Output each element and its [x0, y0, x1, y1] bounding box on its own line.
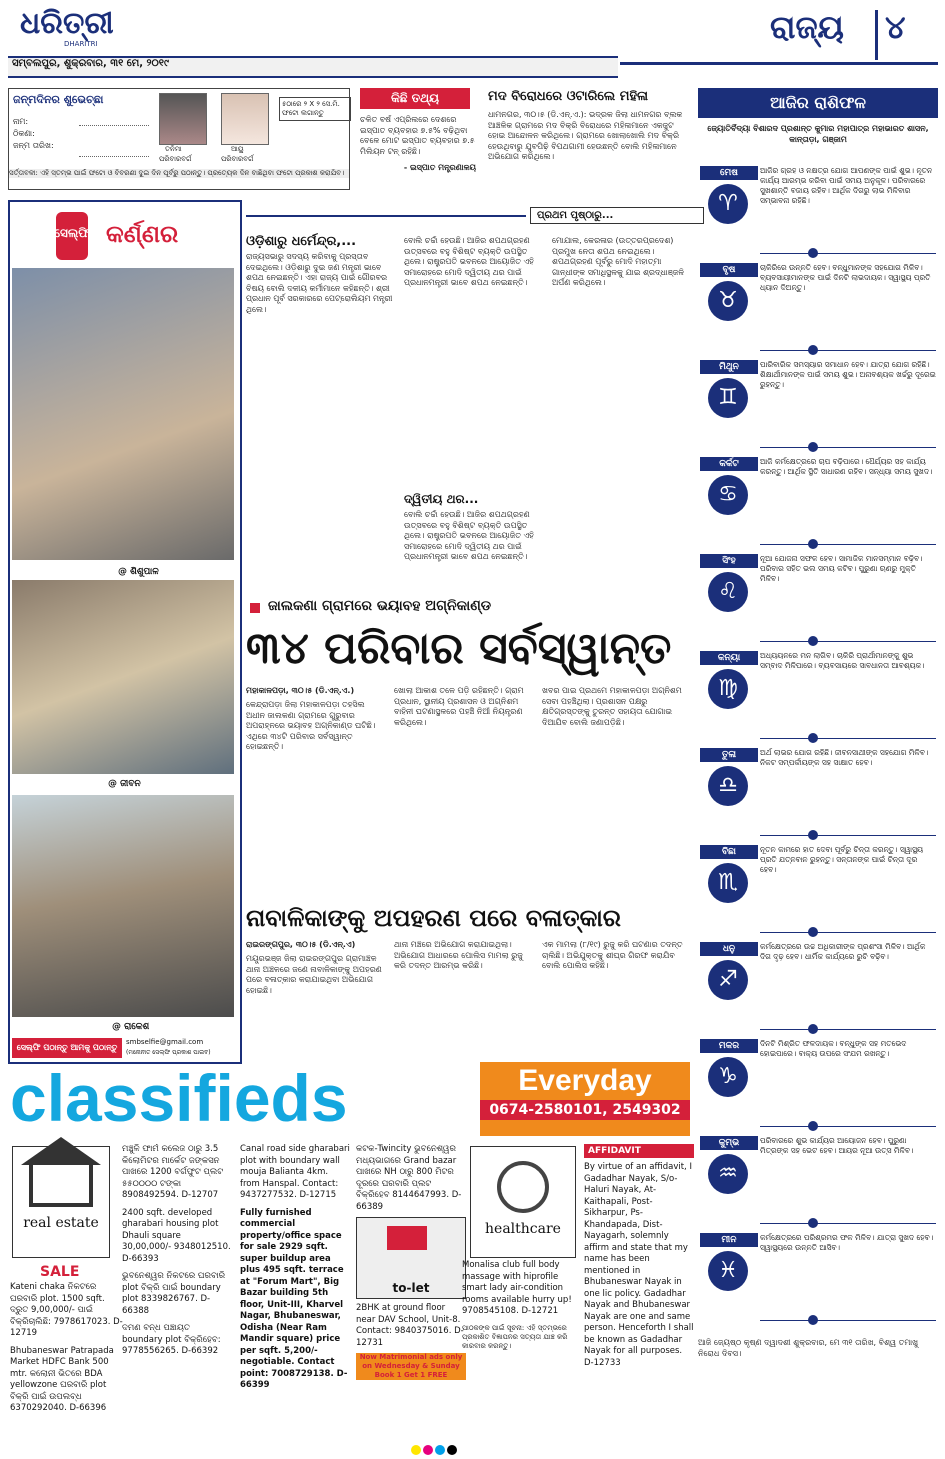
real-estate-label: real estate: [23, 1215, 99, 1231]
rashiphal-title: ଆଜିର ରାଶିଫଳ: [698, 88, 938, 118]
rashi-text: ପାରିବାରିକ ସମସ୍ୟାର ସମାଧାନ ହେବ। ଯାତ୍ରା ଯୋଗ ରହିଛି। ଶିକ୍ଷାର୍ଥୀମାନଙ୍କ ପାଇଁ ସମୟ ଶୁଭ। ଅନାବଶ୍ୟକ ଖର୍ଚ୍ଚରୁ ଦୂରେଇ ରୁହନ୍ତୁ।: [760, 360, 936, 389]
rashi-item: [698, 554, 938, 647]
rashi-name: ମୀନ: [700, 1233, 758, 1247]
section-title: ରାଜ୍ୟ: [770, 8, 844, 46]
rashiphal-subtitle: ଜ୍ୟୋତିର୍ବିଦ୍ୟା ବିଶାରଦ ପ୍ରଶାନ୍ତ କୁମାର ମହାପାତ୍ର ମହାଭାରତ ଶାସନ, କାନ୍ତାଡ଼ା, ଗଞ୍ଜାମ: [707, 124, 929, 144]
selfie-email[interactable]: smbselfie@gmail.com: [126, 1038, 204, 1046]
zodiac-icon: ♐: [708, 960, 748, 1000]
rashi-text: ପରିବାରରେ ଶୁଭ କାର୍ଯ୍ୟର ଆୟୋଜନ ହେବ। ପୁରୁଣା ମିତ୍ରଙ୍କ ସହ ଭେଟ ହେବ। ଆୟର ନୂଆ ଉତ୍ସ ମିଳିବ।: [760, 1136, 914, 1155]
rashi-text: ଚାକିରିରେ ଉନ୍ନତି ହେବ। ବନ୍ଧୁମାନଙ୍କ ସହଯୋଗ ମିଳିବ। ବ୍ୟବସାୟୀମାନଙ୍କ ପାଇଁ ଦିନଟି ଲାଭଦାୟକ। ସ୍ୱାସ୍ଥ୍ୟ ପ୍ରତି ଧ୍ୟାନ ଦିଅନ୍ତୁ।: [760, 263, 931, 292]
selfie-caption-1: @ ଶିଶୁପାଳ: [118, 567, 159, 577]
selfie-caption-3: @ ରାକେଶ: [112, 1022, 150, 1032]
rashi-item: [698, 1136, 938, 1229]
rashi-divider: [760, 253, 936, 254]
rashi-divider-dot: [808, 1121, 818, 1131]
page-number: ୪: [885, 8, 906, 46]
rashi-divider-dot: [808, 442, 818, 452]
classified-phones: 0674-2580101, 2549302: [480, 1100, 690, 1120]
rashi-divider: [760, 932, 936, 933]
rashi-divider: [760, 544, 936, 545]
selfie-banner: [16, 208, 230, 264]
birthday-footer: ସର୍ତ୍ତାବଳୀ: ଏହି ସ୍ତମ୍ଭ ପାଇଁ ଫଟୋ ଓ ବିବରଣୀ ଦୁଇ ଦିନ ପୂର୍ବରୁ ପଠାନ୍ତୁ। ପ୍ରତ୍ୟେକ ଦିନ ବାଛିଥିବା ଫଟୋ ପ୍ରକାଶ କରାଯିବ।: [9, 169, 349, 178]
photo2-name: ଆୟୁ: [231, 145, 244, 153]
fact-text: ଚଳିତ ବର୍ଷ ଏପ୍ରିଲରେ ଦେଶରେ ଇସ୍ପାତ ବ୍ୟବହାର ୭.୫% ବଢ଼ିଥିବା ବେଳେ ମୋଟ ଇସ୍ପାତ ବ୍ୟବହାର ୭.୫ ମିଲିୟନ ଟନ୍ ରହିଛି।: [360, 115, 475, 156]
rashi-text: ଅର୍ଥ ଲାଭର ଯୋଗ ରହିଛି। ଜୀବନସାଥୀଙ୍କ ସହଯୋଗ ମିଳିବ। ନିକଟ ସମ୍ପର୍କୀୟଙ୍କ ସହ ସାକ୍ଷାତ ହେବ।: [760, 748, 929, 767]
rashi-text: ଦିନଟି ମିଶ୍ରିତ ଫଳଦାୟକ। ବନ୍ଧୁଙ୍କ ସହ ମତଭେଦ ହୋଇପାରେ। ବାକ୍ୟ ଉପରେ ସଂଯମ ରଖନ୍ତୁ।: [760, 1039, 907, 1058]
ad: Canal road side gharabari plot with boundary wall mouja Balianta 4km. from Hanspal. Contact: 9437277532. D-12715: [240, 1144, 350, 1200]
zodiac-icon: ♈: [708, 184, 748, 224]
photo1-name: ତନିମା: [165, 145, 182, 153]
zodiac-icon: ♓: [708, 1251, 748, 1291]
ad: କଟକ-Twincity ଭୁବନେଶ୍ୱର ମଧ୍ୟଭାଗରେ Grand bazar ପାଖରେ NH ଠାରୁ 800 ମିଟର ଦୂରରେ ଘରବାରି ପ୍ଲଟ ବିକ୍ରିହେବ 8144647993. D-66389: [356, 1144, 462, 1212]
rashi-name: କନ୍ୟା: [700, 651, 758, 665]
rashi-name: ବୃଷ: [700, 263, 758, 277]
rashi-text: କର୍ମକ୍ଷେତ୍ରରେ ଉଚ୍ଚ ଅଧିକାରୀଙ୍କ ପ୍ରଶଂସା ମିଳିବ। ଆର୍ଥିକ ଦିଗ ଦୃଢ଼ ହେବ। ଧାର୍ମିକ କାର୍ଯ୍ୟରେ ରୁଚି ବଢ଼ିବ।: [760, 942, 926, 961]
zodiac-icon: ♋: [708, 475, 748, 515]
house-icon: [29, 1163, 93, 1207]
rashi-name: ମେଷ: [700, 166, 758, 180]
print-registration-marks: [410, 1440, 458, 1459]
rashi-name: ଧନୁ: [700, 942, 758, 956]
matrimonial-note: Now Matrimonial ads only on Wednesday & Sunday Book 1 Get 1 FREE: [356, 1353, 466, 1380]
photo-size-note: ୫ଠାରେ ୨ X ୨ ସେ.ମି. ଫଟୋ ଲଗାନ୍ତୁ: [279, 97, 351, 121]
rashi-divider: [760, 1126, 936, 1127]
ads-col-5: [462, 1260, 580, 1450]
rashi-divider: [760, 1223, 936, 1224]
ad: Bhubaneswar Patrapada Market HDFC Bank 500 mtr. କଲୋନୀ ଭିତରେ BDA yellowzone ଘରବାରି plot ବିକ୍ରି ପାଇଁ ଉପଲବ୍ଧ 6370292040. D-66396: [10, 1345, 114, 1413]
dateline: ସମ୍ବଲପୁର, ଶୁକ୍ରବାର, ୩୧ ମେ, ୨୦୧୯: [12, 58, 169, 69]
ad: ପାଠକଙ୍କ ପାଇଁ ସୂଚନା: ଏହି ସ୍ତମ୍ଭରେ ପ୍ରକାଶିତ ବିଜ୍ଞାପନର ସତ୍ୟତା ଯାଞ୍ଚ କରି କାରବାର କରନ୍ତୁ।: [462, 1323, 568, 1350]
sale-label: SALE: [40, 1264, 80, 1280]
fire-col-3: ଖବର ପାଇ ପ୍ରଥମେ ମହାକାଳପଡ଼ା ଅଗ୍ନିଶମ ସେବା ପହଞ୍ଚିଥିଲା। ପ୍ରଶାସନ ପକ୍ଷରୁ କ୍ଷତିଗ୍ରସ୍ତଙ୍କୁ ତୁରନ୍ତ ସହାୟତା ଯୋଗାଇ ଦିଆଯିବ ବୋଲି ଜଣାପଡ଼ିଛି।: [542, 686, 682, 727]
birthday-photo-1: [159, 93, 207, 145]
birthday-field-dob: ଜନ୍ମ ତାରିଖ:: [13, 141, 54, 150]
ad: 2400 sqft. developed gharabari housing plot Dhauli square 30,00,000/- 9348012510. D-66393: [122, 1207, 231, 1264]
minor-col-2: ଥାନା ମଞ୍ଚରେ ଅଭିଯୋଗ କରାଯାଇଥିଲା। ଅଭିଯୋଗ ଆଧାରରେ ପୋଲିସ ମାମଲା ରୁଜୁ କରି ତଦନ୍ତ ଆରମ୍ଭ କରିଛି।: [394, 940, 523, 970]
everyday-label: Everyday: [518, 1064, 652, 1097]
rashi-text: ଅଧ୍ୟୟନରେ ମନ ଲାଗିବ। ଚାକିରି ପ୍ରାର୍ଥୀମାନଙ୍କୁ ଶୁଭ ସମ୍ବାଦ ମିଳିପାରେ। ବ୍ୟବସାୟରେ ସାବଧାନତା ଆବଶ୍ୟକ।: [760, 651, 925, 670]
rashi-name: କୁମ୍ଭ: [700, 1136, 758, 1150]
rashi-divider: [760, 1029, 936, 1030]
to-let-label: to-let: [392, 1280, 430, 1295]
zodiac-icon: ♏: [708, 863, 748, 903]
newspaper-logo: ଧରିତ୍ରୀ: [20, 6, 114, 41]
fact-source: - ଇସ୍ପାତ ମନ୍ତ୍ରଣାଳୟ: [403, 163, 476, 172]
affidavit-title: AFFIDAVIT: [584, 1144, 694, 1158]
fire-kicker: ଜାଲକଣା ଗ୍ରାମରେ ଭୟାବହ ଅଗ୍ନିକାଣ୍ଡ: [268, 598, 492, 614]
ad: ମଞ୍ଚୁଳି ଫାର୍ମ କଲେଜ ଠାରୁ 3.5 କିଲୋମିଟର ମାର୍କେଟ ଜଙ୍କସନ ପାଖରେ 1200 ବର୍ଗଫୁଟ ପ୍ଲଟ ୫୫୦୦୦୦ ଟଙ୍କା 8908492594. D-12707: [122, 1144, 224, 1200]
rashi-divider-dot: [808, 1315, 818, 1325]
rashi-item: [698, 263, 938, 356]
zodiac-icon: ♎: [708, 766, 748, 806]
zodiac-icon: ♉: [708, 281, 748, 321]
rashi-divider: [760, 835, 936, 836]
classifieds-banner: [10, 1058, 480, 1138]
ad: ଭୁବନେଶ୍ୱର ନିକଟରେ ଘରବାରି plot ବିକ୍ରି ପାଇଁ boundary plot 8339826767. D-66388: [122, 1271, 226, 1316]
liquor-headline: ମଦ ବିରୋଧରେ ଓଟାରିଲେ ମହିଳା: [488, 89, 649, 104]
logo-subtitle: DHARITRI: [64, 40, 98, 48]
rashi-name: ସିଂହ: [700, 554, 758, 568]
masthead-rule: [620, 62, 938, 65]
ad: Kateni chaka ନିକଟରେ ଘରବାରି plot. 1500 sqft. ଦ୍ରୁତ 9,00,000/- ପାଇଁ ବିକ୍ରିଚାଲିଛି: 7978617023. D-12719: [10, 1282, 123, 1338]
birthday-photo-2: [221, 93, 269, 145]
rashi-item: [698, 360, 938, 453]
birthday-form-lines: [79, 125, 149, 157]
affidavit-box: [584, 1144, 694, 1454]
fact-title: କିଛି ତଥ୍ୟ: [360, 88, 470, 109]
rashi-name: ମକର: [700, 1039, 758, 1053]
birthday-field-name: ନାମ:: [13, 117, 29, 126]
zodiac-icon: ♑: [708, 1057, 748, 1097]
fire-headline: ୩୪ ପରିବାର ସର୍ବସ୍ୱାନ୍ତ: [246, 623, 672, 674]
rashi-name: ବିଛା: [700, 845, 758, 859]
rashi-divider: [760, 738, 936, 739]
red-square-bullet: [250, 603, 260, 613]
pratham-col-2b: ବୋଲି ଚର୍ଚ୍ଚା ହେଉଛି। ଆଜିର ଶପଥଗ୍ରହଣ ଉତ୍ସବରେ ବହୁ ବିଶିଷ୍ଟ ବ୍ୟକ୍ତି ଉପସ୍ଥିତ ଥିଲେ। ରାଷ୍ଟ୍ରପତି ଭବନରେ ଆୟୋଜିତ ଏହି ସମାରୋହରେ ମୋଦି ଦ୍ୱିତୀୟ ଥର ପାଇଁ ପ୍ରଧାନମନ୍ତ୍ରୀ ଭାବେ ଶପଥ ନେଇଛନ୍ତି।: [404, 510, 534, 561]
ad: 2BHK at ground floor near DAV School, Unit-8. Contact: 9840375016. D-12731: [356, 1303, 464, 1348]
second-term-subhead: ଦ୍ୱିତୀୟ ଥର...: [404, 492, 479, 506]
rashi-divider: [760, 447, 936, 448]
minor-headline: ନାବାଳିକାଙ୍କୁ ଅପହରଣ ପରେ ବଳାତ୍କାର: [246, 904, 621, 932]
classifieds-word: classifieds: [10, 1061, 348, 1135]
rashi-item: [698, 651, 938, 744]
continued-label: ପ୍ରଥମ ପୃଷ୍ଠାରୁ...: [530, 207, 704, 224]
panji-text: ଆଜି ଜ୍ୟେଷ୍ଠ କୃଷ୍ଣ ଦ୍ୱାଦଶୀ ଶୁକ୍ରବାର, ମେ ୩୧ ତାରିଖ, ବିଶ୍ୱ ତମାଖୁ ନିରୋଧ ଦିବସ।: [698, 1338, 919, 1358]
zodiac-icon: ♌: [708, 572, 748, 612]
selfie-caption-2: @ ଜୀବନ: [108, 779, 141, 789]
to-let-sign-icon: [387, 1226, 427, 1250]
rashi-divider-dot: [808, 927, 818, 937]
rashi-text: ଆଜିର ଗ୍ରହ ଓ ନକ୍ଷତ୍ର ଯୋଗ ଆପଣଙ୍କ ପାଇଁ ଶୁଭ। ନୂତନ କାର୍ଯ୍ୟ ଆରମ୍ଭ କରିବା ପାଇଁ ସମୟ ଅନୁକୂଳ। ପରିବାରରେ ସୁଖଶାନ୍ତି ବଜାୟ ରହିବ। ଆର୍ଥିକ ଦିଗରୁ ଲାଭ ମିଳିବାର ସମ୍ଭାବନା ରହିଛି।: [760, 166, 933, 205]
rashi-name: ମିଥୁନ: [700, 360, 758, 374]
ad: ଦମଣ ବନ୍ଧ ପଞ୍ଚାୟତ boundary plot ବିକ୍ରିହେବ: 9778556265. D-66392: [122, 1323, 221, 1356]
healthcare-label: healthcare: [485, 1221, 561, 1237]
selfie-footer-label: ସେଲ୍ଫି ପଠାନ୍ତୁ ଆମକୁ ପଠାନ୍ତୁ: [12, 1038, 122, 1058]
rashi-text: କର୍ମକ୍ଷେତ୍ରରେ ପରିଶ୍ରମର ଫଳ ମିଳିବ। ଯାତ୍ରା ସୁଖଦ ହେବ। ସ୍ୱାସ୍ଥ୍ୟରେ ଉନ୍ନତି ଆସିବ।: [760, 1233, 934, 1252]
minor-dateline: ରାଇରଙ୍ଗପୁର, ୩୦।୫ (ଡି.ଏନ୍.ଏ): [246, 940, 356, 949]
photo1-sub: ପରିବାରବର୍ଗ: [159, 155, 192, 163]
everyday-box: [480, 1062, 690, 1136]
rashi-text: ଆଜି କର୍ମକ୍ଷେତ୍ରରେ ଚାପ ବଢ଼ିପାରେ। ଧୈର୍ଯ୍ୟର ସହ କାର୍ଯ୍ୟ କରନ୍ତୁ। ଆର୍ଥିକ ସ୍ଥିତି ସାଧାରଣ ରହିବ। ସନ୍ଧ୍ୟା ସମୟ ସୁଖଦ।: [760, 457, 933, 476]
birthday-field-address: ଠିକଣା:: [13, 129, 35, 138]
continued-rule: [246, 215, 526, 217]
liquor-text: ଧାମନଗର, ୩୦।୫ (ଡି.ଏନ୍.ଏ.): ଭଦ୍ରକ ଜିଲା ଧାମନଗର ବ୍ଲକ ଆଞ୍ଚଳିକ ଗ୍ରାମରେ ମଦ ବିକ୍ରି ବିରୋଧରେ ମହିଳାମାନେ ଏକଜୁଟ ହୋଇ ଆନ୍ଦୋଳନ କରିଥିଲେ। ଗ୍ରାମରେ ଖୋଲାଖୋଲି ମଦ ବିକ୍ରି ହେଉଥିବାରୁ ଯୁବପିଢ଼ି ବିପଥଗାମୀ ହେଉଛନ୍ତି ବୋଲି ମହିଳାମାନେ ଅଭିଯୋଗ କରିଥିଲେ।: [488, 110, 683, 161]
rashi-divider: [760, 1320, 936, 1321]
rashi-item: [698, 748, 938, 841]
rashi-item: [698, 845, 938, 938]
rashi-divider-dot: [808, 248, 818, 258]
rashi-name: କର୍କଟ: [700, 457, 758, 471]
fire-dateline: ମହାକାଳପଡ଼ା, ୩୦।୫ (ଡି.ଏନ୍.ଏ.): [246, 686, 355, 695]
fire-col-1: କେନ୍ଦ୍ରାପଡ଼ା ଜିଲା ମହାକାଳପଡ଼ା ତହସିଲ ଅଧୀନ ଜାଲକଣା ଗ୍ରାମରେ ଗୁରୁବାର ଅପରାହ୍ନରେ ଭୟାବହ ଅଗ୍ନିକାଣ୍ଡ ଘଟିଛି। ଏଥିରେ ୩୪ଟି ପରିବାର ସର୍ବସ୍ୱାନ୍ତ ହୋଇଛନ୍ତି।: [246, 700, 376, 751]
rashiphal-column: [698, 88, 938, 1388]
photo2-sub: ପରିବାରବର୍ଗ: [221, 155, 254, 163]
rashi-item: [698, 166, 938, 259]
section-divider: [875, 10, 878, 60]
ads-col-2: [122, 1144, 232, 1454]
corner-label: କର୍ଣ୍ଣର: [106, 220, 179, 248]
ads-col-1: [10, 1282, 125, 1452]
ad: Fully furnished commercial property/office space for sale 2929 sqft. super buildup area plus 495 sqft. terrace at "Forum Mart", Big Bazar building 5th floor, Unit-III, Kharvel Nagar, Bhubaneswar, Odisha (Near Ram Mandir square) price per sqft. 5,200/- negotiable. Contact point: 7008729138. D-66399: [240, 1207, 348, 1390]
minor-col-3: ଏକ ମାମଲା (୮/୧୯) ରୁଜୁ କରି ଘଟଣାର ତଦନ୍ତ ଚାଲିଛି। ଅଭିଯୁକ୍ତକୁ ଶୀଘ୍ର ଗିରଫ କରାଯିବ ବୋଲି ପୋଲିସ କହିଛି।: [542, 940, 683, 970]
rashi-divider-dot: [808, 345, 818, 355]
pratham-col-2: ବୋଲି ଚର୍ଚ୍ଚା ହେଉଛି। ଆଜିର ଶପଥଗ୍ରହଣ ଉତ୍ସବରେ ବହୁ ବିଶିଷ୍ଟ ବ୍ୟକ୍ତି ଉପସ୍ଥିତ ଥିଲେ। ରାଷ୍ଟ୍ରପତି ଭବନରେ ଆୟୋଜିତ ଏହି ସମାରୋହରେ ମୋଦି ଦ୍ୱିତୀୟ ଥର ପାଇଁ ପ୍ରଧାନମନ୍ତ୍ରୀ ଭାବେ ଶପଥ ନେଇଛନ୍ତି।: [404, 236, 534, 287]
rashi-item: [698, 1039, 938, 1132]
rashi-item: [698, 1233, 938, 1326]
healthcare-box: [470, 1146, 576, 1258]
rashi-divider-dot: [808, 636, 818, 646]
rashi-divider-dot: [808, 1024, 818, 1034]
fact-box: [360, 88, 480, 198]
selfie-photo-2: [12, 580, 234, 774]
rashi-divider: [760, 641, 936, 642]
rashi-text: ନୂଆ ଯୋଜନା ସଫଳ ହେବ। ସାମାଜିକ ମାନସମ୍ମାନ ବଢ଼ିବ। ପରିବାର ସହିତ ଭଲ ସମୟ କଟିବ। ପୁରୁଣା ଋଣରୁ ମୁକ୍ତି ମିଳିବ।: [760, 554, 923, 583]
affidavit-text: By virtue of an affidavit, I Gadadhar Nayak, S/o- Haluri Nayak, At- Kaithapali, Post- Sikharpur, Ps- Khandapada, Dist- Nayagarh, solemnly affirm and state that my name has been mentioned in Bhubaneswar Nayak in one lic policy. Gadadhar Nayak and Bhubaneswar Nayak are one and same person. Henceforth I shall be known as Gadadhar Nayak for all purposes. D-12733: [584, 1162, 694, 1368]
selfie-footer: [12, 1038, 234, 1058]
fire-col-2: ଖୋଲା ଆକାଶ ତଳେ ପଡ଼ି ରହିଛନ୍ତି। ଗ୍ରାମ ପ୍ରଧାନ, ସ୍ଥାନୀୟ ପ୍ରଶାସନ ଓ ଅଗ୍ନିଶମ ବାହିନୀ ଘଟଣାସ୍ଥଳରେ ପହଞ୍ଚି ନିଆଁ ନିୟନ୍ତ୍ରଣ କରିଥିଲେ।: [394, 686, 524, 727]
dharmendra-headline: ଓଡ଼ିଶାରୁ ଧର୍ମେନ୍ଦ୍ର,...: [246, 234, 357, 249]
zodiac-icon: ♍: [708, 669, 748, 709]
birthday-box: [8, 88, 350, 190]
rashi-divider-dot: [808, 830, 818, 840]
selfie-photo-1: [12, 268, 234, 560]
to-let-box: [356, 1217, 466, 1299]
ads-col-4: [356, 1144, 466, 1454]
ads-col-3: [240, 1144, 350, 1454]
stethoscope-icon: [497, 1161, 549, 1213]
pratham-col-1: ରାଜ୍ୟସଭାରୁ ସଦସ୍ୟ କରିବାକୁ ପ୍ରସ୍ତାବ ଦେଇଥିଲେ। ଓଡ଼ିଶାରୁ ଦୁଇ ଜଣ ମନ୍ତ୍ରୀ ଭାବେ ଶପଥ ନେଇଛନ୍ତି। ଏହା ରାଜ୍ୟ ପାଇଁ ଗୌରବର ବିଷୟ ବୋଲି ଦଳୀୟ କର୍ମୀମାନେ କହିଛନ୍ତି। ଶ୍ରୀ ପ୍ରଧାନ ପୂର୍ବ ସରକାରରେ ପେଟ୍ରୋଲିୟମ ମନ୍ତ୍ରୀ ଥିଲେ।: [246, 252, 393, 314]
zodiac-icon: ♒: [708, 1154, 748, 1194]
rashi-text: ନୂତନ କାମରେ ହାତ ଦେବା ପୂର୍ବରୁ ଚିନ୍ତା କରନ୍ତୁ। ସ୍ୱାସ୍ଥ୍ୟ ପ୍ରତି ଯତ୍ନବାନ ରୁହନ୍ତୁ। ସନ୍ତାନଙ୍କ ପାଇଁ ଚିନ୍ତା ଦୂର ହେବ।: [760, 845, 924, 874]
rashi-divider: [760, 350, 936, 351]
rashi-item: [698, 457, 938, 550]
liquor-story: [488, 88, 690, 198]
rashi-divider-dot: [808, 1218, 818, 1228]
selfie-photo-3: [12, 795, 234, 1017]
rashi-divider-dot: [808, 539, 818, 549]
rashi-item: [698, 942, 938, 1035]
rashi-name: ତୁଳା: [700, 748, 758, 762]
ad: Monalisa club full body massage with hiprofile smart lady air-condition rooms available hurry up! 9708545108. D-12721: [462, 1260, 572, 1316]
real-estate-box: [12, 1146, 110, 1258]
selfie-footer-note: (ମନୋନୀତ ସେଲ୍ଫି ପ୍ରକାଶ ପାଇବ): [126, 1049, 211, 1056]
rashi-divider-dot: [808, 733, 818, 743]
selfie-label: ସେଲ୍ଫି: [54, 226, 90, 240]
pratham-col-3: ମୋଯାଲ, କେରଳାର (ଉତ୍ତରପ୍ରଦେଶ) ପ୍ରମୁଖ ନେତା ଶପଥ ନେଇଥିଲେ। ଶପଥଗ୍ରହଣ ପୂର୍ବରୁ ମୋଦି ମହାତ୍ମା ଗାନ୍ଧୀଙ୍କ ସମାଧିସ୍ଥଳକୁ ଯାଇ ଶ୍ରଦ୍ଧାଞ୍ଜଳି ଅର୍ପଣ କରିଥିଲେ।: [552, 236, 685, 287]
minor-col-1: ମୟୂରଭଞ୍ଜ ଜିଲା ରାଇରଙ୍ଗପୁର ଗ୍ରାମାଞ୍ଚଳ ଥାନା ଅଞ୍ଚଳରେ ଜଣେ ନାବାଳିକାଙ୍କୁ ଅପହରଣ ପରେ ବଳାତ୍କାର କରାଯାଇଥିବା ଅଭିଯୋଗ ହୋଇଛି।: [246, 954, 382, 995]
birthday-title: ଜନ୍ମଦିନର ଶୁଭେଚ୍ଛା: [13, 93, 104, 106]
zodiac-icon: ♊: [708, 378, 748, 418]
